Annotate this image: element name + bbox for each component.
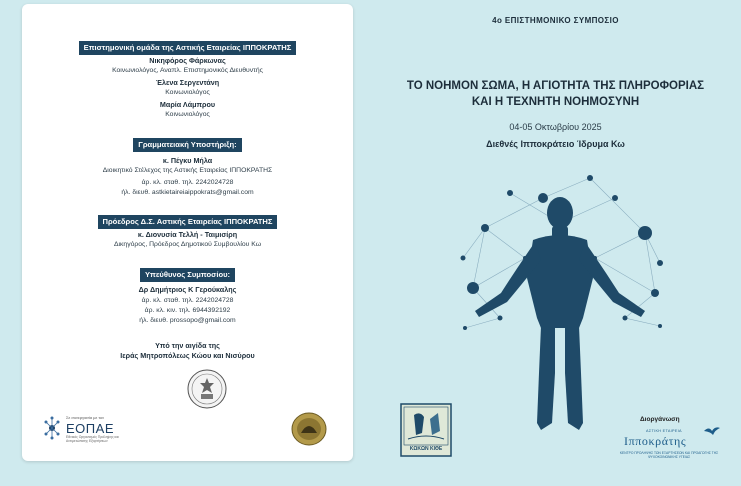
event-dates: 04-05 Οκτωβρίου 2025 (509, 122, 602, 132)
phone-text: άρ. κλ. σταθ. τηλ. 2242024728 (141, 179, 234, 186)
section-scientific-team (22, 37, 353, 55)
person-name: Νικηφόρος Φάρκωνας (149, 56, 226, 65)
person-name: κ. Πέγκυ Μήλα (162, 156, 213, 165)
section-title: Υπεύθυνος Συμποσίου: (140, 268, 235, 282)
organizer-subtitle: ΚΕΝΤΡΟ ΠΡΟΛΗΨΗΣ ΤΩΝ ΕΞΑΡΤΗΣΕΩΝ ΚΑΙ ΠΡΟΑΓΩΓΗΣ ΤΗΣ ΨΥΧΟΚΟΙΝΩΝΙΚΗΣ ΥΓΕΙΑΣ (619, 451, 719, 459)
person-role: Κοινωνιολόγος (165, 111, 210, 118)
section-symposium-head (22, 264, 353, 282)
kos-logo-text: ΚΩΚΩΝ ΚΙΘΕ (409, 446, 443, 452)
contacts-panel (22, 4, 353, 461)
person-role: Κοινωνιολόγος (165, 89, 210, 96)
bird-logo-icon (703, 425, 721, 437)
section-secretarial (22, 134, 353, 152)
phone-text: άρ. κλ. σταθ. τηλ. 2242024728 (141, 297, 234, 304)
person-name: Έλενα Σεργεντάνη (155, 78, 220, 87)
medal-logo-icon (290, 411, 328, 447)
person-name: Μαρία Λάμπρου (159, 100, 216, 109)
aegis-line: Ιεράς Μητροπόλεως Κώου και Νισύρου (120, 351, 255, 360)
person-name: Δρ Δημήτριος Κ Γερούκαλης (138, 285, 237, 294)
section-title: Πρόεδρος Δ.Σ. Αστικής Εταιρείας ΙΠΠΟΚΡΑΤΗΣ (98, 215, 278, 229)
eopae-caption: Σε συνεργασία με τον (66, 415, 105, 420)
title-line-2: ΚΑΙ Η ΤΕΧΝΗΤΗ ΝΟΗΜΟΣΥΝΗ (471, 96, 640, 108)
person-role: Δικηγόρος, Πρόεδρος Δημοτικού Συμβουλίου Κω (113, 241, 262, 248)
human-network-figure-icon (455, 168, 665, 440)
person-role: Κοινωνιολόγος, Αναπλ. Επιστημονικός Διευθυντής (112, 67, 263, 74)
aegis-line: Υπό την αιγίδα της (155, 341, 220, 350)
person-name: κ. Διονυσία Τελλή - Ταιμισίρη (137, 230, 238, 239)
mobile-text: άρ. κλ. κιν. τηλ. 6944392192 (144, 307, 231, 314)
symposium-label: 4ο ΕΠΙΣΤΗΜΟΝΙΚΟ ΣΥΜΠΟΣΙΟ (492, 16, 619, 25)
section-title: Γραμματειακή Υποστήριξη: (133, 138, 241, 152)
organizer-small: ΑΣΤΙΚΗ ΕΤΑΙΡΕΙΑ (646, 429, 682, 433)
title-line-1: ΤΟ ΝΟΗΜΟΝ ΣΩΜΑ, Η ΑΓΙΟΤΗΤΑ ΤΗΣ ΠΛΗΡΟΦΟΡΙΑΣ (406, 80, 705, 92)
section-president (22, 211, 353, 229)
eopae-subtitle: Εθνικός Οργανισμός Πρόληψης και Αντιμετώπισης Εξαρτήσεων (66, 435, 119, 443)
email-text: ήλ. διευθ. astkietaireiaippokrats@gmail.com (121, 189, 254, 196)
person-role: Διοικητικό Στέλεχος της Αστικής Εταιρείας ΙΠΠΟΚΡΑΤΗΣ (102, 167, 273, 174)
eopae-logo-icon (42, 416, 62, 440)
event-venue: Διεθνές Ιπποκράτειο Ίδρυμα Κω (486, 139, 625, 149)
section-title: Επιστημονική ομάδα της Αστικής Εταιρείας ΙΠΠΟΚΡΑΤΗΣ (79, 41, 297, 55)
organizer-name: Ιπποκράτης (624, 434, 687, 448)
organizer-label: Διοργάνωση (640, 416, 680, 423)
metropolis-seal-icon (187, 369, 227, 409)
eopae-name: ΕΟΠΑΕ (66, 421, 115, 436)
email-text: ήλ. διευθ. prossopo@gmail.com (139, 317, 236, 324)
